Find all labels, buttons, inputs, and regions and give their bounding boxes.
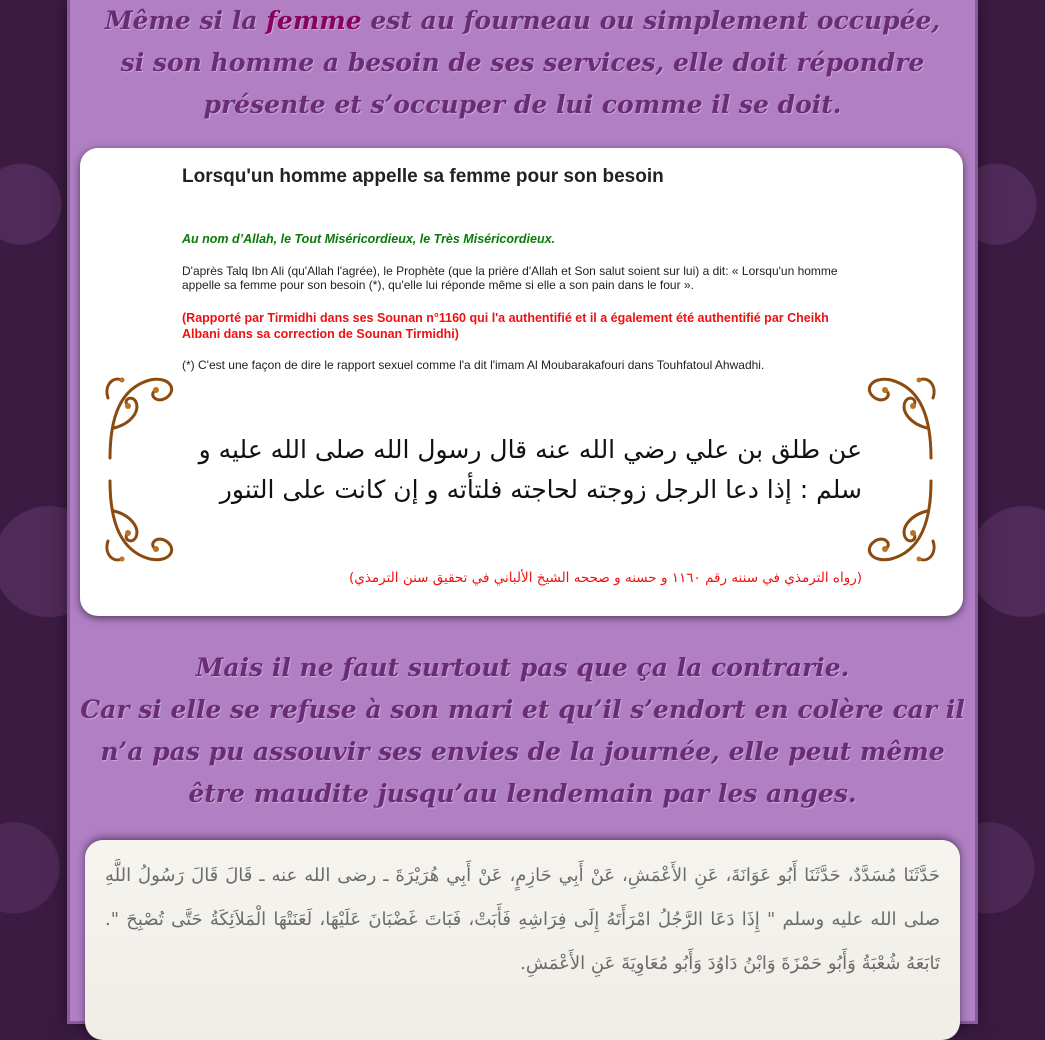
hadith-card (80, 148, 963, 616)
warning-line-1: Mais il ne faut surtout pas que ça la contrarie. (195, 653, 850, 682)
intro-text-1: Même si la (104, 6, 267, 35)
hadith-note: (*) C'est une façon de dire le rapport sexuel comme l'a dit l'imam Al Moubarakafouri dans Touhfatoul Ahwadhi. (182, 358, 765, 372)
scroll-ornament-icon (100, 476, 182, 571)
background-pattern-right (975, 0, 1045, 1021)
scroll-ornament-icon (100, 368, 182, 463)
scroll-ornament-icon (859, 476, 941, 571)
hadith-arabic: عن طلق بن علي رضي الله عنه قال رسول الله صلى الله عليه و سلم : إذا دعا الرجل زوجته لحاجته فلتأته و إن كانت على التنور (198, 435, 862, 504)
scroll-ornament-icon (859, 368, 941, 463)
hadith-2-arabic: حَدَّثَنَا مُسَدَّدٌ، حَدَّثَنَا أَبُو عَوَانَةَ، عَنِ الأَعْمَشِ، عَنْ أَبِي حَازِمٍ، عَنْ أَبِي هُرَيْرَةَ ـ رضى الله عنه ـ قَالَ قَالَ رَسُولُ اللَّهِ صلى الله عليه وسلم " إِذَا دَعَا الرَّجُلُ امْرَأَتَهُ إِلَى فِرَاشِهِ فَأَبَتْ، فَبَاتَ غَضْبَانَ عَلَيْهَا، لَعَنَتْهَا الْمَلاَئِكَةُ حَتَّى تُصْبِحَ ". تَابَعَهُ شُعْبَةُ وَأَبُو حَمْزَةَ وَابْنُ دَاوُدَ وَأَبُو مُعَاوِيَةَ عَنِ الأَعْمَشِ. (105, 865, 940, 974)
hadith-reference: (Rapporté par Tirmidhi dans ses Sounan n°1160 qui l'a authentifié et il a également été authentifié par Cheikh Albani dans sa correction de Sounan Tirmidhi) (182, 311, 829, 341)
hadith-body: D'après Talq Ibn Ali (qu'Allah l'agrée), le Prophète (que la prière d'Allah et Son salut soient sur lui) a dit: « Lorsqu'un homme appelle sa femme pour son besoin (*), qu'elle lui réponde même si elle a son pain dans le four ». (182, 264, 838, 292)
warning-heading (75, 647, 970, 815)
hadith-arabic-reference: (رواه الترمذي في سننه رقم ١١٦٠ و حسنه و صححه الشيخ الألباني في تحقيق سنن الترمذي) (348, 570, 862, 586)
intro-text-2: est au fourneau ou simplement occupée, si son homme a besoin de ses services, elle doit répondre présente et s’occuper de lui comme il se doit. (120, 6, 941, 119)
background-pattern-left (0, 0, 70, 1021)
warning-line-2: Car si elle se refuse à son mari et qu’il s’endort en colère car il n’a pas pu assouvir ses envies de la journée, elle peut même être maudite jusqu’au lendemain par les anges. (80, 695, 965, 808)
bismillah-text: Au nom d’Allah, le Tout Miséricordieux, le Très Miséricordieux. (182, 232, 556, 246)
hadith-card-2 (85, 840, 960, 1040)
content-column (70, 0, 975, 1021)
hadith-title: Lorsqu'un homme appelle sa femme pour son besoin (182, 166, 664, 187)
intro-heading (90, 0, 955, 126)
intro-highlight: femme (266, 6, 362, 35)
